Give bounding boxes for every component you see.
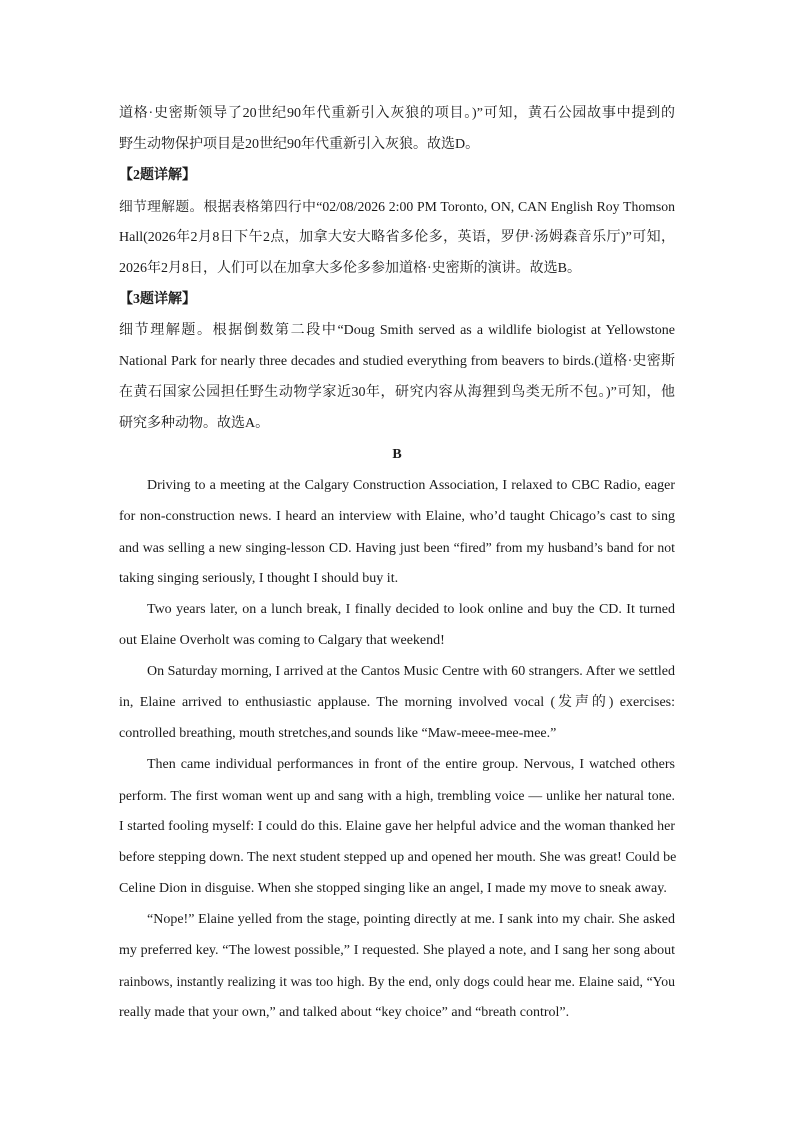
passage-line: “Nope!” Elaine yelled from the stage, pointing directly at me. I sank into my chair. She asked	[147, 912, 675, 927]
answer-explanation-line: 野生动物保护项目是20世纪90年代重新引入灰狼。故选D。	[119, 137, 480, 152]
passage-line: really made that your own,” and talked about “key choice” and “breath control”.	[119, 1005, 570, 1020]
passage-line: Two years later, on a lunch break, I finally decided to look online and buy the CD. It turned	[147, 602, 675, 617]
passage-line: controlled breathing, mouth stretches,and sounds like “Maw-meee-mee-mee.”	[119, 726, 557, 741]
answer-explanation-line: 2026年2月8日，人们可以在加拿大多伦多参加道格·史密斯的演讲。故选B。	[119, 261, 581, 276]
passage-line: and was selling a new singing-lesson CD. Having just been “fired” from my husband’s band for not	[119, 540, 675, 555]
passage-line: I started fooling myself: I could do this. Elaine gave her helpful advice and the woman thanked her	[119, 819, 675, 834]
passage-line: Driving to a meeting at the Calgary Construction Association, I relaxed to CBC Radio, eager	[147, 478, 675, 493]
answer-explanation-line: Hall(2026年2月8日下午2点，加拿大安大略省多伦多，英语，罗伊·汤姆森音乐厅)”可知，	[119, 230, 675, 245]
passage-line: rainbows, instantly realizing it was too high. By the end, only dogs could hear me. Elaine said, “You	[119, 974, 675, 989]
passage-line: Then came individual performances in front of the entire group. Nervous, I watched others	[147, 757, 675, 772]
answer-explanation-line: 细节理解题。根据表格第四行中“02/08/2026 2:00 PM Toronto, ON, CAN English Roy Thomson	[119, 199, 675, 214]
answer-explanation-line: 道格·史密斯领导了20世纪90年代重新引入灰狼的项目。)”可知，黄石公园故事中提到的	[119, 106, 675, 121]
answer-explanation-line: 细节理解题。根据倒数第二段中“Doug Smith served as a wildlife biologist at Yellowstone	[119, 323, 675, 338]
section-b-title: B	[392, 447, 402, 462]
question-3-heading: 【3题详解】	[119, 292, 196, 307]
answer-explanation-line: 研究多种动物。故选A。	[119, 416, 270, 431]
answer-explanation-line: 在黄石国家公园担任野生动物学家近30年，研究内容从海狸到鸟类无所不包。)”可知，他	[119, 385, 675, 400]
passage-line: my preferred key. “The lowest possible,” I requested. She played a note, and I sang her song about	[119, 943, 675, 958]
passage-line: perform. The first woman went up and sang with a high, trembling voice — unlike her natural tone.	[119, 788, 675, 803]
passage-line: taking singing seriously, I thought I should buy it.	[119, 571, 399, 586]
passage-line: in, Elaine arrived to enthusiastic applause. The morning involved vocal (发声的) exercises:	[119, 695, 675, 710]
question-2-heading: 【2题详解】	[119, 168, 196, 183]
passage-line: before stepping down. The next student stepped up and opened her mouth. She was great! Could be	[119, 850, 677, 865]
passage-line: On Saturday morning, I arrived at the Cantos Music Centre with 60 strangers. After we settled	[147, 664, 675, 679]
passage-line: Celine Dion in disguise. When she stopped singing like an angel, I made my move to sneak away.	[119, 881, 667, 896]
document-page	[119, 98, 675, 1028]
passage-line: out Elaine Overholt was coming to Calgary that weekend!	[119, 633, 445, 648]
answer-explanation-line: National Park for nearly three decades and studied everything from beavers to birds.(道格·史密斯	[119, 354, 675, 369]
passage-line: for non-construction news. I heard an interview with Elaine, who’d taught Chicago’s cast to sing	[119, 509, 675, 524]
